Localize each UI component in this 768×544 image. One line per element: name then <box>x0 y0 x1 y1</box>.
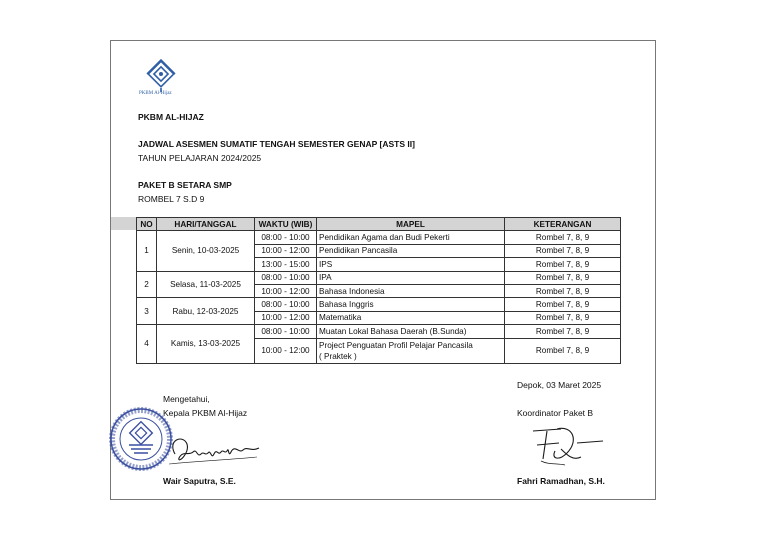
day-date: Kamis, 13-03-2025 <box>157 325 255 363</box>
document-page <box>110 40 656 500</box>
day-no: 1 <box>137 231 157 271</box>
head-name: Wair Saputra, S.E. <box>163 476 236 486</box>
day-no: 2 <box>137 271 157 298</box>
day-date: Senin, 10-03-2025 <box>157 231 255 271</box>
schedule-table <box>136 217 621 364</box>
academic-year: TAHUN PELAJARAN 2024/2025 <box>138 153 262 163</box>
coordinator-role: Koordinator Paket B <box>517 408 594 418</box>
paket-label: PAKET B SETARA SMP <box>138 180 232 190</box>
col-note: KETERANGAN <box>505 218 621 231</box>
logo-caption: PKBM Al-Hijaz <box>139 91 172 96</box>
time-cell: 10:00 - 12:00 <box>255 284 317 297</box>
table-row <box>137 325 621 338</box>
subject-line: Project Penguatan Profil Pelajar Pancasila <box>319 340 473 350</box>
subject-cell <box>317 338 505 363</box>
note-cell: Rombel 7, 8, 9 <box>505 311 621 324</box>
time-cell: 10:00 - 12:00 <box>255 311 317 324</box>
table-row <box>137 298 621 311</box>
note-cell: Rombel 7, 8, 9 <box>505 244 621 257</box>
note-cell: Rombel 7, 8, 9 <box>505 298 621 311</box>
note-cell: Rombel 7, 8, 9 <box>505 325 621 338</box>
day-date: Rabu, 12-03-2025 <box>157 298 255 325</box>
table-header-row <box>137 218 621 231</box>
col-date: HARI/TANGGAL <box>157 218 255 231</box>
day-no: 3 <box>137 298 157 325</box>
note-cell: Rombel 7, 8, 9 <box>505 284 621 297</box>
head-signature-icon <box>167 434 263 468</box>
day-no: 4 <box>137 325 157 363</box>
subject-cell: IPS <box>317 258 505 271</box>
coordinator-name: Fahri Ramadhan, S.H. <box>517 476 605 486</box>
document-title: JADWAL ASESMEN SUMATIF TENGAH SEMESTER GENAP [ASTS II] <box>138 139 415 149</box>
subject-cell: Bahasa Indonesia <box>317 284 505 297</box>
time-cell: 08:00 - 10:00 <box>255 271 317 284</box>
note-cell: Rombel 7, 8, 9 <box>505 271 621 284</box>
time-cell: 10:00 - 12:00 <box>255 338 317 363</box>
official-stamp-icon <box>109 407 173 471</box>
head-role: Kepala PKBM Al-Hijaz <box>163 408 248 418</box>
rombel-label: ROMBEL 7 S.D 9 <box>138 194 205 204</box>
subject-cell: IPA <box>317 271 505 284</box>
subject-cell: Pendidikan Agama dan Budi Pekerti <box>317 231 505 244</box>
col-subject: MAPEL <box>317 218 505 231</box>
note-cell: Rombel 7, 8, 9 <box>505 258 621 271</box>
subject-line: ( Praktek ) <box>319 351 357 361</box>
time-cell: 13:00 - 15:00 <box>255 258 317 271</box>
table-row <box>137 231 621 244</box>
note-cell: Rombel 7, 8, 9 <box>505 338 621 363</box>
subject-cell: Bahasa Inggris <box>317 298 505 311</box>
time-cell: 10:00 - 12:00 <box>255 244 317 257</box>
col-no: NO <box>137 218 157 231</box>
subject-cell: Muatan Lokal Bahasa Daerah (B.Sunda) <box>317 325 505 338</box>
subject-cell: Matematika <box>317 311 505 324</box>
table-row <box>137 271 621 284</box>
time-cell: 08:00 - 10:00 <box>255 298 317 311</box>
time-cell: 08:00 - 10:00 <box>255 325 317 338</box>
coordinator-signature-icon <box>521 419 605 471</box>
subject-cell: Pendidikan Pancasila <box>317 244 505 257</box>
col-time: WAKTU (WIB) <box>255 218 317 231</box>
note-cell: Rombel 7, 8, 9 <box>505 231 621 244</box>
time-cell: 08:00 - 10:00 <box>255 231 317 244</box>
org-name: PKBM AL-HIJAZ <box>138 112 204 122</box>
place-date: Depok, 03 Maret 2025 <box>517 380 602 390</box>
header-row-fill <box>111 217 136 230</box>
known-label: Mengetahui, <box>163 394 210 404</box>
day-date: Selasa, 11-03-2025 <box>157 271 255 298</box>
